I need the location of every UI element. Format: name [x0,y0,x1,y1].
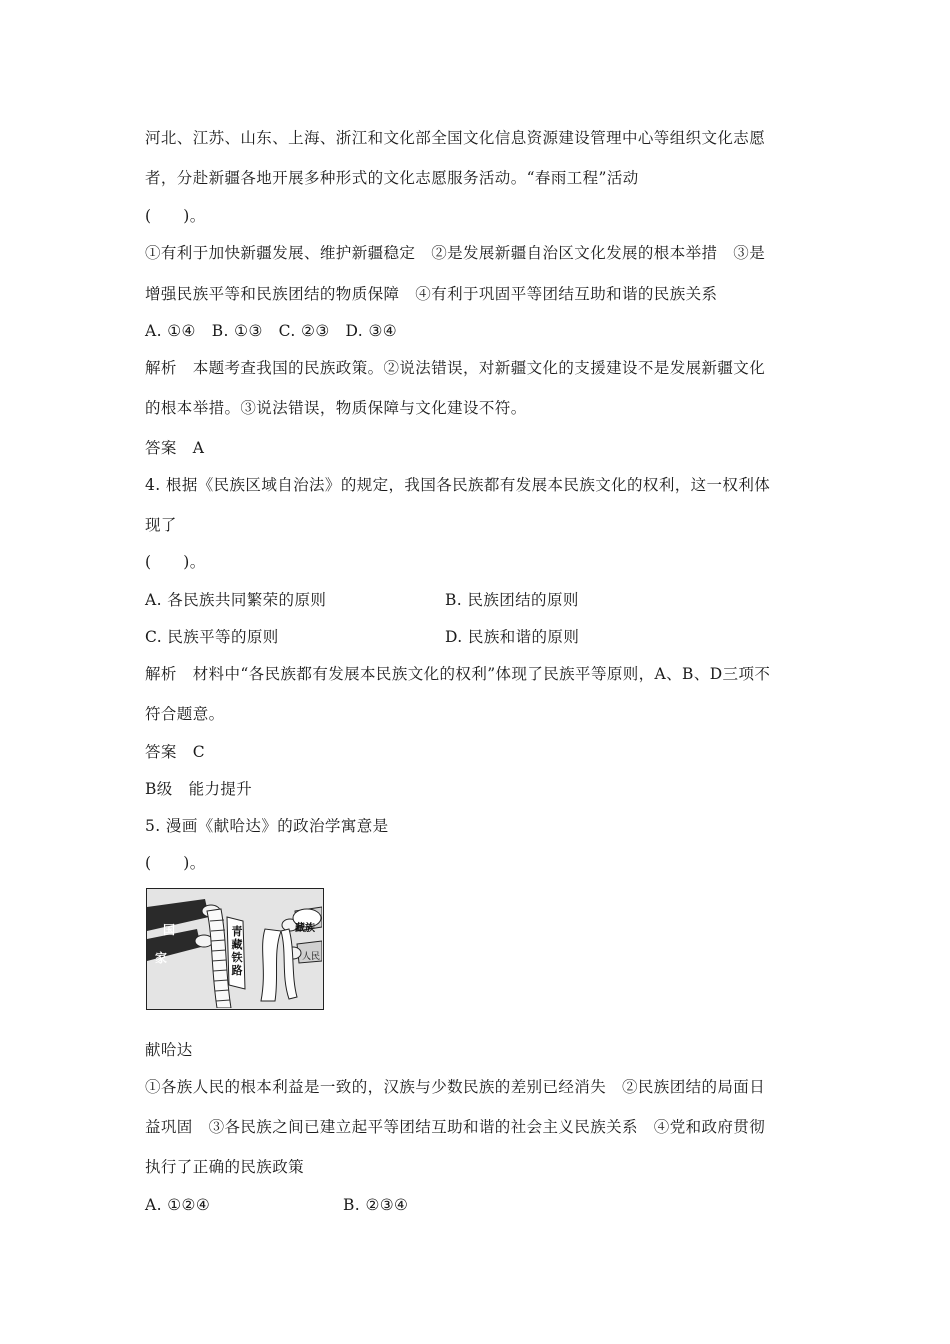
q4-option-c: C. 民族平等的原则 [145,628,279,646]
cartoon-label-guo: 国 [163,923,176,937]
q4-stem-line-2: 现了 [145,516,177,534]
cartoon-label-jia: 家 [155,951,168,965]
cartoon-label-railway [230,925,244,977]
q3-analysis-line-1: 解析 本题考查我国的民族政策。②说法错误，对新疆文化的支援建设不是发展新疆文化 [145,359,766,377]
q4-option-b: B. 民族团结的原则 [445,591,579,609]
q5-option-b: B. ②③④ [343,1196,409,1214]
q4-answer-blank: ( )。 [145,553,206,571]
cartoon-label-rail-char: 路 [231,964,243,977]
q3-statements-line-2: 增强民族平等和民族团结的物质保障 ④有利于巩固平等团结互助和谐的民族关系 [145,285,718,303]
q4-option-d: D. 民族和谐的原则 [445,628,580,646]
q3-stem-line-1: 河北、江苏、山东、上海、浙江和文化部全国文化信息资源建设管理中心等组织文化志愿 [145,129,766,147]
q4-stem-line-1: 4. 根据《民族区域自治法》的规定，我国各民族都有发展本民族文化的权利，这一权利体 [145,476,771,494]
cartoon-label-zangzu: 藏族 [295,923,315,934]
q3-analysis-line-2: 的根本举措。③说法错误，物质保障与文化建设不符。 [145,399,527,417]
q5-answer-blank: ( )。 [145,854,206,872]
q5-statements-line-1: ①各族人民的根本利益是一致的，汉族与少数民族的差别已经消失 ②民族团结的局面日 [145,1078,766,1096]
section-heading-level-b: B级 能力提升 [145,780,253,798]
q4-analysis-line-1: 解析 材料中“各民族都有发展本民族文化的权利”体现了民族平等原则，A、B、D三项不 [145,665,771,683]
q5-option-a: A. ①②④ [145,1196,211,1214]
cartoon-label-rail-char: 青 [231,925,243,938]
q5-stem: 5. 漫画《献哈达》的政治学寓意是 [145,817,389,835]
cartoon-label-renmin: 人民 [302,952,321,962]
q4-answer: 答案 C [145,743,205,761]
q4-option-a: A. 各民族共同繁荣的原则 [145,591,327,609]
q5-statements-line-3: 执行了正确的民族政策 [145,1158,305,1176]
q3-answer-blank: ( )。 [145,207,206,225]
q3-stem-line-2: 者，分赴新疆各地开展多种形式的文化志愿服务活动。“春雨工程”活动 [145,169,639,187]
cartoon-caption: 献哈达 [145,1041,193,1059]
q4-analysis-line-2: 符合题意。 [145,705,225,723]
q3-answer: 答案 A [145,439,205,457]
cartoon-label-rail-char: 铁 [231,951,243,964]
q3-options: A. ①④ B. ①③ C. ②③ D. ③④ [145,322,398,340]
cartoon-image [146,888,324,1010]
q3-statements-line-1: ①有利于加快新疆发展、维护新疆稳定 ②是发展新疆自治区文化发展的根本举措 ③是 [145,244,766,262]
cartoon-label-rail-char: 藏 [231,938,243,951]
q5-statements-line-2: 益巩固 ③各民族之间已建立起平等团结互助和谐的社会主义民族关系 ④党和政府贯彻 [145,1118,766,1136]
